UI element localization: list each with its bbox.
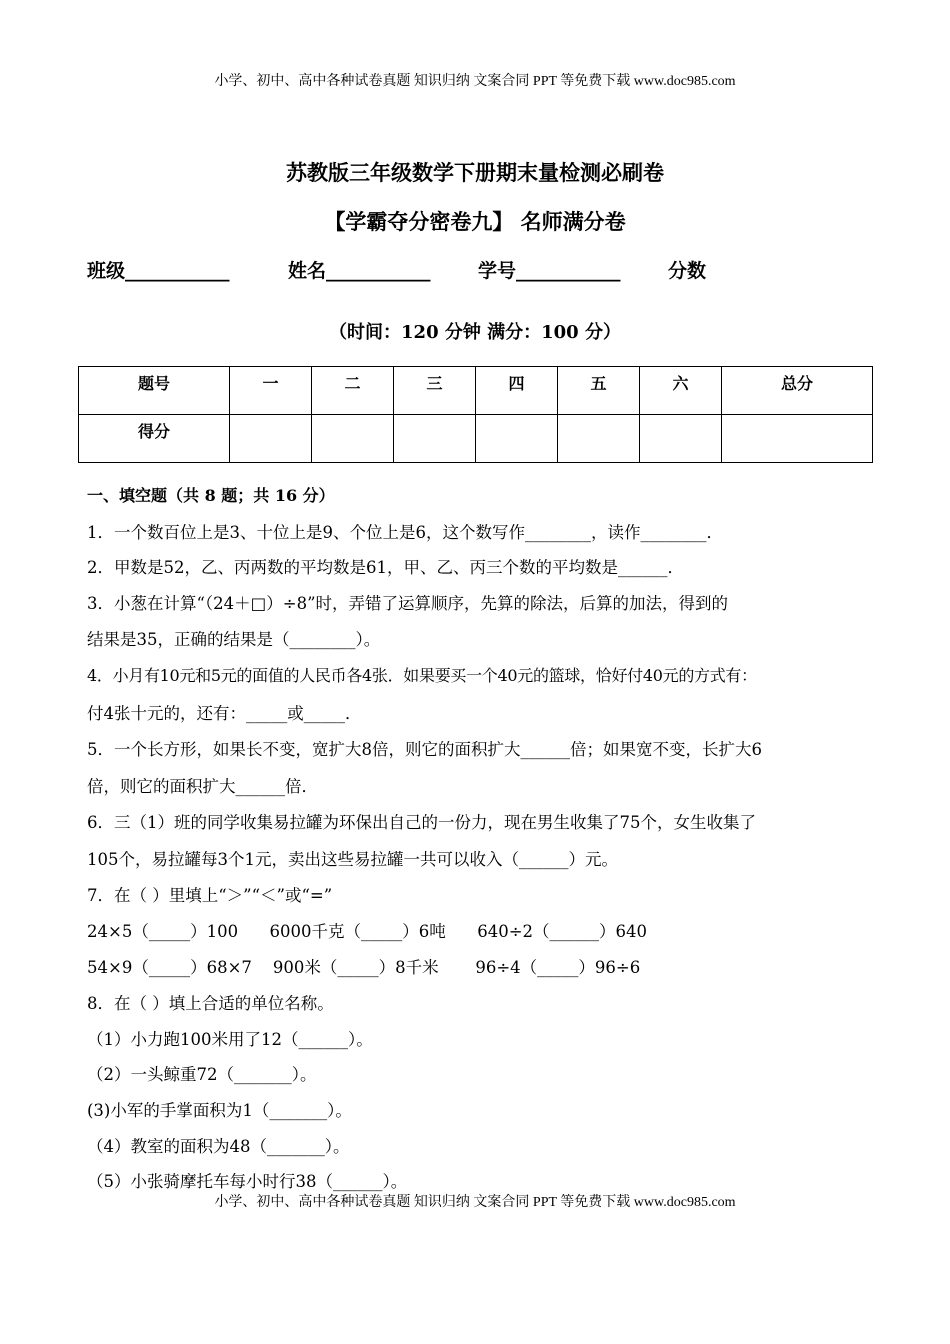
- table-cell: [557, 415, 639, 463]
- student-id-field: 学号___________: [478, 260, 621, 282]
- footer-note: 小学、初中、高中各种试卷真题 知识归纳 文案合同 PPT 等免费下载 www.doc985.com: [214, 1195, 736, 1210]
- question-line: 105个，易拉罐每3个1元，卖出这些易拉罐一共可以收入（______）元。: [87, 850, 618, 869]
- table-cell: [721, 415, 872, 463]
- table-cell: 一: [229, 367, 311, 415]
- table-cell: 总分: [721, 367, 872, 415]
- question-line: (3)小军的手掌面积为1（_______）。: [87, 1101, 352, 1120]
- page-title: 苏教版三年级数学下册期末量检测必刷卷: [286, 160, 664, 185]
- question-line: （4）教室的面积为48（_______）。: [87, 1137, 350, 1156]
- question-line: （5）小张骑摩托车每小时行38（______）。: [87, 1172, 408, 1191]
- header-note: 小学、初中、高中各种试卷真题 知识归纳 文案合同 PPT 等免费下载 www.doc985.com: [214, 74, 736, 89]
- table-cell: [475, 415, 557, 463]
- table-cell: [311, 415, 393, 463]
- question-line: 4．小月有10元和5元的面值的人民币各4张．如果要买一个40元的篮球，恰好付40元的方式有：: [87, 666, 757, 685]
- name-field: 姓名___________: [288, 260, 431, 282]
- score-table: [78, 366, 873, 463]
- table-cell: [393, 415, 475, 463]
- table-cell: [639, 415, 721, 463]
- question-line: 6．三（1）班的同学收集易拉罐为环保出自己的一份力，现在男生收集了75个，女生收集了: [87, 813, 756, 832]
- question-line: 结果是35，正确的结果是（________）。: [87, 630, 381, 649]
- table-cell: 三: [393, 367, 475, 415]
- table-row: [79, 415, 873, 463]
- question-line: 倍，则它的面积扩大______倍．: [87, 777, 318, 796]
- question-line: 5．一个长方形，如果长不变，宽扩大8倍，则它的面积扩大______倍；如果宽不变，长扩大6: [87, 740, 762, 759]
- question-line: 付4张十元的，还有：_____或_____．: [87, 704, 362, 723]
- table-cell: [229, 415, 311, 463]
- table-cell: 题号: [79, 367, 230, 415]
- time-line: （时间：120 分钟 满分：100 分）: [329, 322, 621, 343]
- table-cell: 五: [557, 367, 639, 415]
- question-line: 2．甲数是52，乙、丙两数的平均数是61，甲、乙、丙三个数的平均数是______．: [87, 558, 684, 577]
- section-heading: 一、填空题（共 8 题；共 16 分）: [87, 486, 335, 505]
- question-line: 7．在（ ）里填上“＞”“＜”或“=”: [87, 886, 333, 905]
- question-line: 24×5（_____）100 6000千克（_____）6吨 640÷2（______）640: [87, 922, 648, 941]
- table-cell: 四: [475, 367, 557, 415]
- question-line: （1）小力跑100米用了12（______）。: [87, 1030, 373, 1049]
- class-field: 班级___________: [87, 260, 230, 282]
- table-cell: 二: [311, 367, 393, 415]
- page-subtitle: 【学霸夺分密卷九】 名师满分卷: [324, 209, 626, 234]
- score-field: 分数: [668, 260, 707, 282]
- question-line: 54×9（_____）68×7 900米（_____）8千米 96÷4（_____）96÷6: [87, 958, 641, 977]
- question-line: 3．小葱在计算“（24＋□）÷8”时，弄错了运算顺序，先算的除法，后算的加法，得到的: [87, 594, 729, 613]
- table-header-row: [79, 367, 873, 415]
- question-line: 8．在（ ）填上合适的单位名称。: [87, 994, 334, 1013]
- table-cell: 六: [639, 367, 721, 415]
- table-cell: 得分: [79, 415, 230, 463]
- question-line: （2）一头鲸重72（_______）。: [87, 1065, 317, 1084]
- question-line: 1．一个数百位上是3、十位上是9、个位上是6，这个数写作________，读作________．: [87, 523, 723, 542]
